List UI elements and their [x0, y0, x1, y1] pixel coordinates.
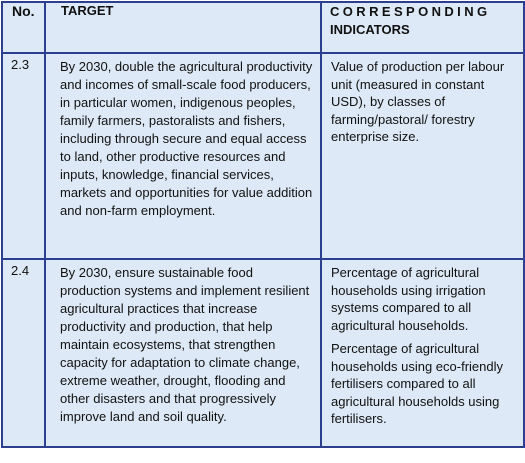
indicators-header-line2: INDICATORS	[330, 22, 410, 37]
target-text: By 2030, ensure sustainable food production systems and implement resilient agricultural practices that increase productivity and production, that help maintain ecosystems, that strengthen capacity for adaptation to climate change, extreme weather, drought, flooding and other disasters and that progressively improve land and soil quality.	[45, 259, 321, 447]
targets-table	[1, 1, 525, 448]
table-row	[2, 259, 524, 447]
column-header-target: TARGET	[45, 2, 321, 53]
column-header-indicators	[321, 2, 524, 53]
indicator-text: Percentage of agricultural households using eco-friendly fertilisers compared to all agricultural households using fertilisers.	[331, 341, 503, 426]
indicator-text: Percentage of agricultural households using irrigation systems compared to all agricultural households.	[331, 265, 486, 333]
indicator-text: Value of production per labour unit (measured in constant USD), by classes of farming/pastoral/ forestry enterprise size.	[331, 59, 505, 144]
column-header-no: No.	[2, 2, 45, 53]
target-number: 2.3	[2, 53, 45, 259]
target-number: 2.4	[2, 259, 45, 447]
indicator-cell	[321, 53, 524, 259]
table-row	[2, 53, 524, 259]
indicators-header-line1: CORRESPONDING	[330, 4, 491, 19]
table-header-row	[2, 2, 524, 53]
indicator-cell	[321, 259, 524, 447]
target-text: By 2030, double the agricultural productivity and incomes of small-scale food producers, in particular women, indigenous peoples, family farmers, pastoralists and fishers, including through secure and equal access to land, other productive resources and inputs, knowledge, financial services, markets and opportunities for value addition and non-farm employment.	[45, 53, 321, 259]
